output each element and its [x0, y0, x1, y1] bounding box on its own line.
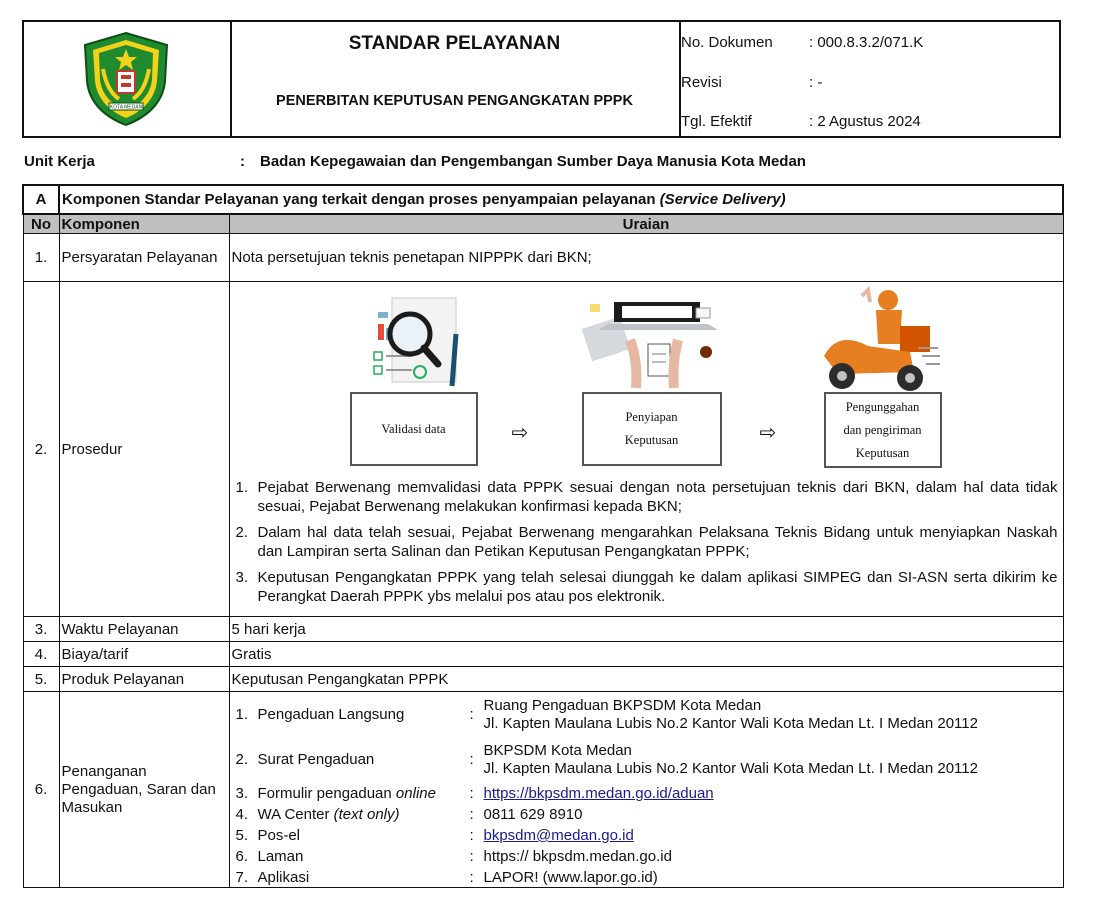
procedure-step: 2. Dalam hal data telah sesuai, Pejabat Berwenang mengarahkan Pelaksana Teknis Bidang untuk menyiapkan Naskah dan Lampiran serta Salinan dan Petikan Keputusan Pengangkatan PPPK;: [235, 524, 1058, 560]
title-cell: [230, 22, 681, 136]
col-header-uraian: Uraian: [229, 214, 1063, 234]
row-komponen: Waktu Pelayanan: [59, 617, 229, 642]
meta-label: No. Dokumen: [681, 34, 773, 51]
table-row: [23, 617, 1063, 642]
flow-arrow-icon: ⇨: [759, 422, 777, 444]
meta-value: : -: [809, 74, 823, 91]
row-komponen: Penanganan Pengaduan, Saran dan Masukan: [59, 692, 229, 888]
row-uraian: 5 hari kerja: [229, 617, 1063, 642]
row-uraian: [229, 692, 1063, 888]
kota-medan-logo: [81, 31, 171, 127]
meta-label: Revisi: [681, 74, 722, 91]
svg-text:KOTA MEDAN: KOTA MEDAN: [109, 104, 143, 111]
document-title: STANDAR PELAYANAN: [348, 33, 561, 54]
laptop-work-illustration: [578, 300, 728, 390]
flow-arrow-icon: ⇨: [511, 422, 529, 444]
unit-kerja-label: Unit Kerja: [24, 153, 95, 170]
delivery-scooter-illustration: [818, 286, 942, 396]
unit-kerja-line: [24, 153, 1064, 173]
document-subtitle: PENERBITAN KEPUTUSAN PENGANGKATAN PPPK: [276, 93, 633, 109]
unit-kerja-value: Badan Kepegawaian dan Pengembangan Sumber Daya Manusia Kota Medan: [260, 153, 806, 170]
meta-value: : 2 Agustus 2024: [809, 113, 921, 130]
complaint-channels: 1. Pengaduan Langsung : Ruang Pengaduan BKPSDM Kota Medan Jl. Kapten Maulana Lubis No.2 Kantor Wali Kota Medan Lt. I Medan 20112 2. Surat Pengaduan : BKPSDM Kota Medan Jl. Kapten Maulana Lubis No.2 Kantor Wali Kota Medan Lt. I Medan 20112 3. Formulir pengaduan online : https://bkpsdm.medan.go.id/aduan 4. WA Center (text only) : 0811 629 8910 5. Pos-el : bkpsdm@medan.go.id 6. Laman : https:// bkpsdm.medan.go.id 7. Aplikasi : LAPOR! (www.lapor.go.id): [235, 697, 978, 886]
table-row: [23, 667, 1063, 692]
row-komponen: Prosedur: [59, 282, 229, 617]
row-uraian: Nota persetujuan teknis penetapan NIPPPK dari BKN;: [229, 234, 1063, 282]
email-link[interactable]: bkpsdm@medan.go.id: [483, 827, 634, 844]
table-row: [23, 642, 1063, 667]
procedure-steps: [236, 478, 1058, 613]
table-row-prosedur: [23, 282, 1063, 617]
row-number: 2.: [23, 282, 59, 617]
section-a-row: [23, 185, 1063, 214]
row-komponen: Persyaratan Pelayanan: [59, 234, 229, 282]
row-number: 3.: [23, 617, 59, 642]
row-number: 5.: [23, 667, 59, 692]
unit-kerja-sep: :: [240, 153, 245, 170]
row-number: 4.: [23, 642, 59, 667]
table-row: [23, 234, 1063, 282]
procedure-step: 3. Keputusan Pengangkatan PPPK yang telah selesai diunggah ke dalam aplikasi SIMPEG dan SI-ASN serta dikirim ke Perangkat Daerah PPPK ybs melalui pos atau pos elektronik.: [235, 569, 1058, 605]
flow-step-validasi: Validasi data: [350, 392, 478, 466]
row-uraian: Keputusan Pengangkatan PPPK: [229, 667, 1063, 692]
flow-step-pengunggahan: Pengunggahan dan pengiriman Keputusan: [824, 392, 942, 468]
row-uraian: [229, 282, 1063, 617]
flow-step-penyiapan: Penyiapan Keputusan: [582, 392, 722, 466]
procedure-content: [230, 282, 1060, 616]
col-header-no: No: [23, 214, 59, 234]
section-title-text: Komponen Standar Pelayanan yang terkait dengan proses penyampaian pelayanan: [62, 191, 656, 208]
row-number: 6.: [23, 692, 59, 888]
service-standard-table: [22, 184, 1064, 888]
meta-value: : 000.8.3.2/071.K: [809, 34, 924, 51]
procedure-step: 1. Pejabat Berwenang memvalidasi data PPPK sesuai dengan nota persetujuan teknis dari BKN, dalam hal data tidak sesuai, Pejabat Berwenang melakukan konfirmasi kepada BKN;: [235, 479, 1058, 515]
meta-label: Tgl. Efektif: [681, 113, 752, 130]
table-row-pengaduan: [23, 692, 1063, 888]
complaint-form-link[interactable]: https://bkpsdm.medan.go.id/aduan: [483, 785, 714, 802]
row-komponen: Biaya/tarif: [59, 642, 229, 667]
document-header: [22, 20, 1061, 138]
col-header-komponen: Komponen: [59, 214, 229, 234]
row-komponen: Produk Pelayanan: [59, 667, 229, 692]
table-header-row: [23, 214, 1063, 234]
section-letter: A: [23, 185, 59, 214]
document-search-illustration: [366, 294, 466, 392]
document-meta: [679, 22, 1059, 136]
row-uraian: Gratis: [229, 642, 1063, 667]
logo-cell: [24, 22, 232, 136]
section-title: [59, 185, 1063, 214]
row-number: 1.: [23, 234, 59, 282]
section-title-italic: (Service Delivery): [659, 191, 786, 208]
